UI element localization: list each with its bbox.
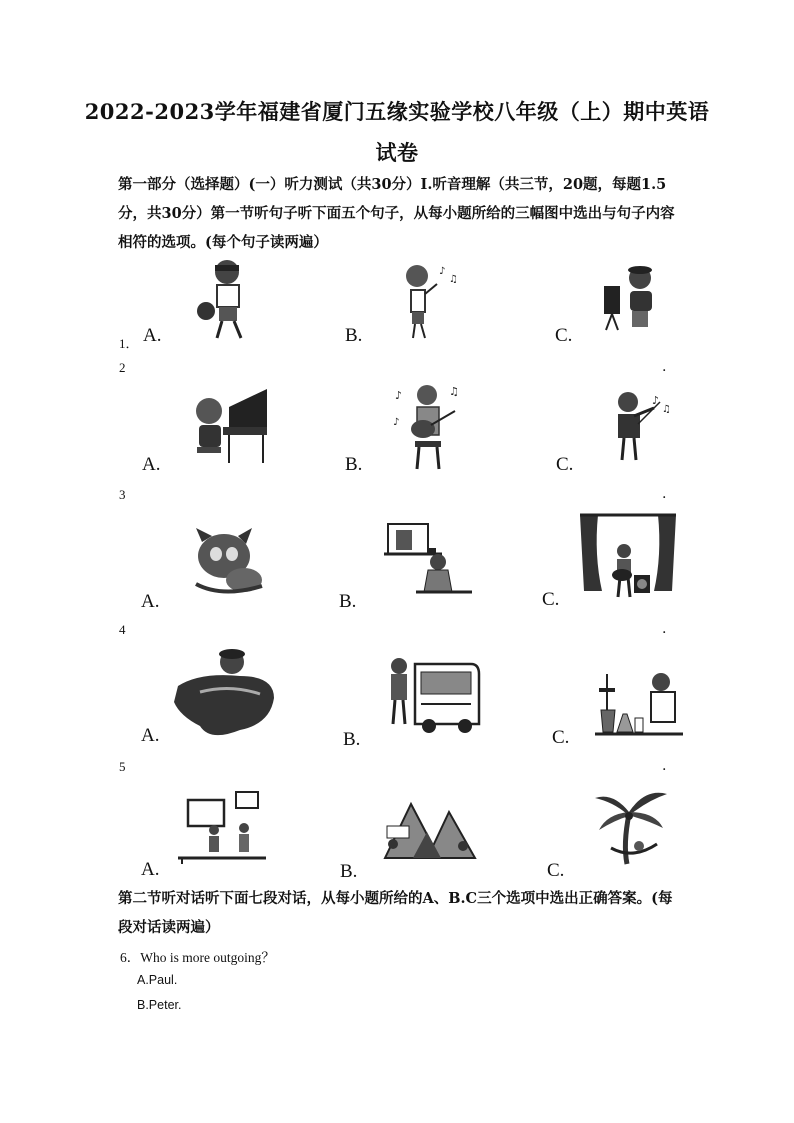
line-end-dot: . — [662, 359, 667, 375]
mountain-camping-image — [383, 796, 477, 860]
option-label: C. — [542, 589, 560, 610]
bus-driver-image — [385, 656, 481, 736]
option-label: A. — [141, 859, 160, 880]
option-label: B. — [340, 861, 358, 882]
question-number: 5 — [119, 759, 126, 774]
stage-guitar-show-image — [578, 513, 678, 605]
question-number: 4 — [119, 622, 126, 637]
boy-painting-image — [600, 264, 662, 336]
option-label: C. — [555, 325, 573, 346]
svg-text:♪: ♪ — [395, 389, 403, 402]
question-number: 1． — [119, 336, 139, 351]
answer-choice-b[interactable]: B.Peter. — [137, 998, 182, 1012]
boy-violin-image — [610, 388, 672, 464]
svg-text:♫: ♫ — [449, 274, 458, 285]
answer-choice-a[interactable]: A.Paul. — [137, 973, 178, 987]
option-label: A. — [143, 325, 162, 346]
page-title-line2: 试卷 — [375, 140, 419, 165]
svg-text:♪: ♪ — [652, 394, 660, 407]
option-label: A. — [141, 725, 160, 746]
beach-palm-tree-image — [593, 784, 673, 868]
option-label: B. — [343, 729, 361, 750]
svg-text:♪: ♪ — [439, 266, 446, 277]
option-label: B. — [345, 325, 363, 346]
option-label: A. — [141, 591, 160, 612]
option-label: A. — [142, 454, 161, 475]
option-label: C. — [556, 454, 574, 475]
section1-instructions: 第一部分（选择题）(一）听力测试（共30分）I.听音理解（共三节，20题，每题1.5分，共30分）第一节听句子听下面五个句子，从每小题所给的三幅图中选出与句子内容相符的选项。(每个句子读两遍） — [118, 176, 675, 251]
boy-piano-image — [193, 387, 271, 465]
question-number: 3 — [119, 487, 126, 502]
cartoon-cat-mouse-image — [192, 528, 266, 596]
svg-text:♫: ♫ — [662, 404, 671, 415]
option-label: B. — [339, 591, 357, 612]
man-guitar-image — [393, 381, 463, 471]
option-label: B. — [345, 454, 363, 475]
line-end-dot: . — [662, 758, 667, 774]
line-end-dot: . — [662, 486, 667, 502]
tv-news-image — [382, 522, 474, 598]
page-title: 2022-2023学年福建省厦门五缘实验学校八年级（上）期中英语 — [84, 99, 710, 124]
boy-flying-plane-image — [170, 646, 278, 742]
classroom-teacher-image — [178, 786, 268, 866]
option-label: C. — [547, 860, 565, 881]
svg-text:♪: ♪ — [393, 417, 400, 428]
option-label: C. — [552, 727, 570, 748]
question-number: 2 — [119, 360, 126, 375]
line-end-dot: . — [662, 621, 667, 637]
scientist-lab-image — [593, 670, 685, 740]
svg-text:♫: ♫ — [449, 385, 459, 398]
boy-singing-image — [395, 262, 460, 340]
boy-basketball-image — [195, 258, 255, 342]
section2-instructions: 第二节听对话听下面七段对话，从每小题所给的A、B.C三个选项中选出正确答案。(每段对话读两遍） — [118, 890, 673, 936]
question-6-text: 6．Who is more outgoing？ — [120, 950, 275, 965]
